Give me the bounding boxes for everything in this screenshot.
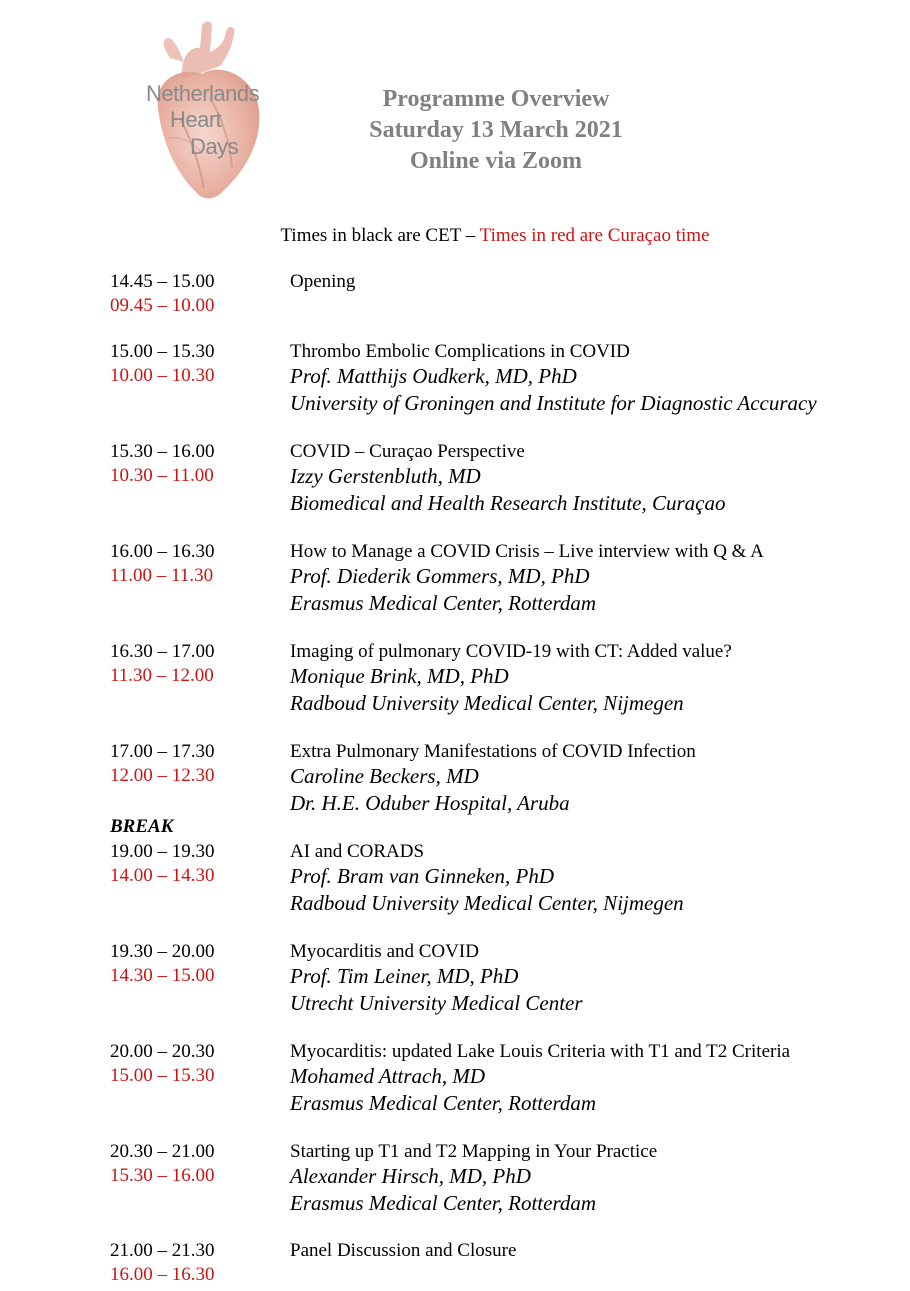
- session-title: Thrombo Embolic Complications in COVID: [290, 341, 630, 362]
- session-title: AI and CORADS: [290, 841, 425, 862]
- session-affiliation: Biomedical and Health Research Institute, Curaçao: [290, 491, 726, 515]
- session-time-curacao: 14.00 – 14.30: [110, 865, 215, 886]
- session-speaker: Prof. Bram van Ginneken, PhD: [290, 864, 554, 888]
- session-affiliation: University of Groningen and Institute for Diagnostic Accuracy: [290, 391, 817, 415]
- session-title: Myocarditis: updated Lake Louis Criteria with T1 and T2 Criteria: [290, 1041, 791, 1062]
- session-time-cet: 19.00 – 19.30: [110, 841, 215, 862]
- session-time-curacao: 10.30 – 11.00: [110, 465, 214, 486]
- session-time-cet: 16.00 – 16.30: [110, 541, 215, 562]
- session-speaker: Prof. Matthijs Oudkerk, MD, PhD: [290, 364, 577, 388]
- session-speaker: Mohamed Attrach, MD: [290, 1064, 485, 1088]
- session-title: Starting up T1 and T2 Mapping in Your Practice: [290, 1141, 658, 1162]
- timezone-note-curacao: Times in red are Curaçao time: [479, 225, 710, 246]
- session-time-curacao: 14.30 – 15.00: [110, 965, 215, 986]
- timezone-note: [0, 224, 910, 248]
- break-label: BREAK: [110, 816, 174, 837]
- event-location: Online via Zoom: [409, 148, 583, 174]
- session-time-curacao: 15.30 – 16.00: [110, 1165, 215, 1186]
- session-time-curacao: 10.00 – 10.30: [110, 365, 215, 386]
- session-title: Imaging of pulmonary COVID-19 with CT: Added value?: [290, 641, 732, 662]
- session-title: Opening: [290, 271, 356, 292]
- logo-text-line: Days: [190, 134, 239, 159]
- session-time-curacao: 16.00 – 16.30: [110, 1264, 215, 1285]
- session-time-cet: 15.30 – 16.00: [110, 441, 215, 462]
- event-date: Saturday 13 March 2021: [369, 117, 623, 143]
- session-time-curacao: 12.00 – 12.30: [110, 765, 215, 786]
- session-affiliation: Erasmus Medical Center, Rotterdam: [290, 591, 597, 615]
- netherlands-heart-days-logo: [140, 18, 280, 208]
- session-time-cet: 16.30 – 17.00: [110, 641, 215, 662]
- session-affiliation: Radboud University Medical Center, Nijmegen: [290, 691, 684, 715]
- session-time-cet: 14.45 – 15.00: [110, 271, 215, 292]
- session-title: Panel Discussion and Closure: [290, 1240, 517, 1261]
- session-time-curacao: 11.00 – 11.30: [110, 565, 214, 586]
- session-speaker: Monique Brink, MD, PhD: [290, 664, 509, 688]
- session-speaker: Prof. Diederik Gommers, MD, PhD: [290, 564, 590, 588]
- session-affiliation: Erasmus Medical Center, Rotterdam: [290, 1091, 597, 1115]
- session-title: Myocarditis and COVID: [290, 941, 479, 962]
- session-affiliation: Dr. H.E. Oduber Hospital, Aruba: [290, 791, 570, 815]
- session-time-cet: 21.00 – 21.30: [110, 1240, 215, 1261]
- session-time-curacao: 15.00 – 15.30: [110, 1065, 215, 1086]
- session-speaker: Alexander Hirsch, MD, PhD: [290, 1164, 531, 1188]
- session-speaker: Prof. Tim Leiner, MD, PhD: [290, 964, 519, 988]
- session-affiliation: Erasmus Medical Center, Rotterdam: [290, 1191, 597, 1215]
- session-time-curacao: 11.30 – 12.00: [110, 665, 214, 686]
- session-speaker: Izzy Gerstenbluth, MD: [290, 464, 481, 488]
- session-time-cet: 17.00 – 17.30: [110, 741, 215, 762]
- session-affiliation: Utrecht University Medical Center: [290, 991, 583, 1015]
- session-title: COVID – Curaçao Perspective: [290, 441, 525, 462]
- session-affiliation: Radboud University Medical Center, Nijmegen: [290, 891, 684, 915]
- session-time-curacao: 09.45 – 10.00: [110, 295, 215, 316]
- session-time-cet: 15.00 – 15.30: [110, 341, 215, 362]
- session-title: How to Manage a COVID Crisis – Live interview with Q & A: [290, 541, 764, 562]
- logo-text-line: Netherlands: [146, 81, 260, 106]
- page-title: Programme Overview: [382, 86, 610, 112]
- session-time-cet: 20.00 – 20.30: [110, 1041, 215, 1062]
- session-time-cet: 19.30 – 20.00: [110, 941, 215, 962]
- session-speaker: Caroline Beckers, MD: [290, 764, 479, 788]
- session-time-cet: 20.30 – 21.00: [110, 1141, 215, 1162]
- timezone-note-cet: Times in black are CET –: [280, 225, 476, 246]
- logo-text-line: Heart: [170, 107, 222, 132]
- session-title: Extra Pulmonary Manifestations of COVID Infection: [290, 741, 696, 762]
